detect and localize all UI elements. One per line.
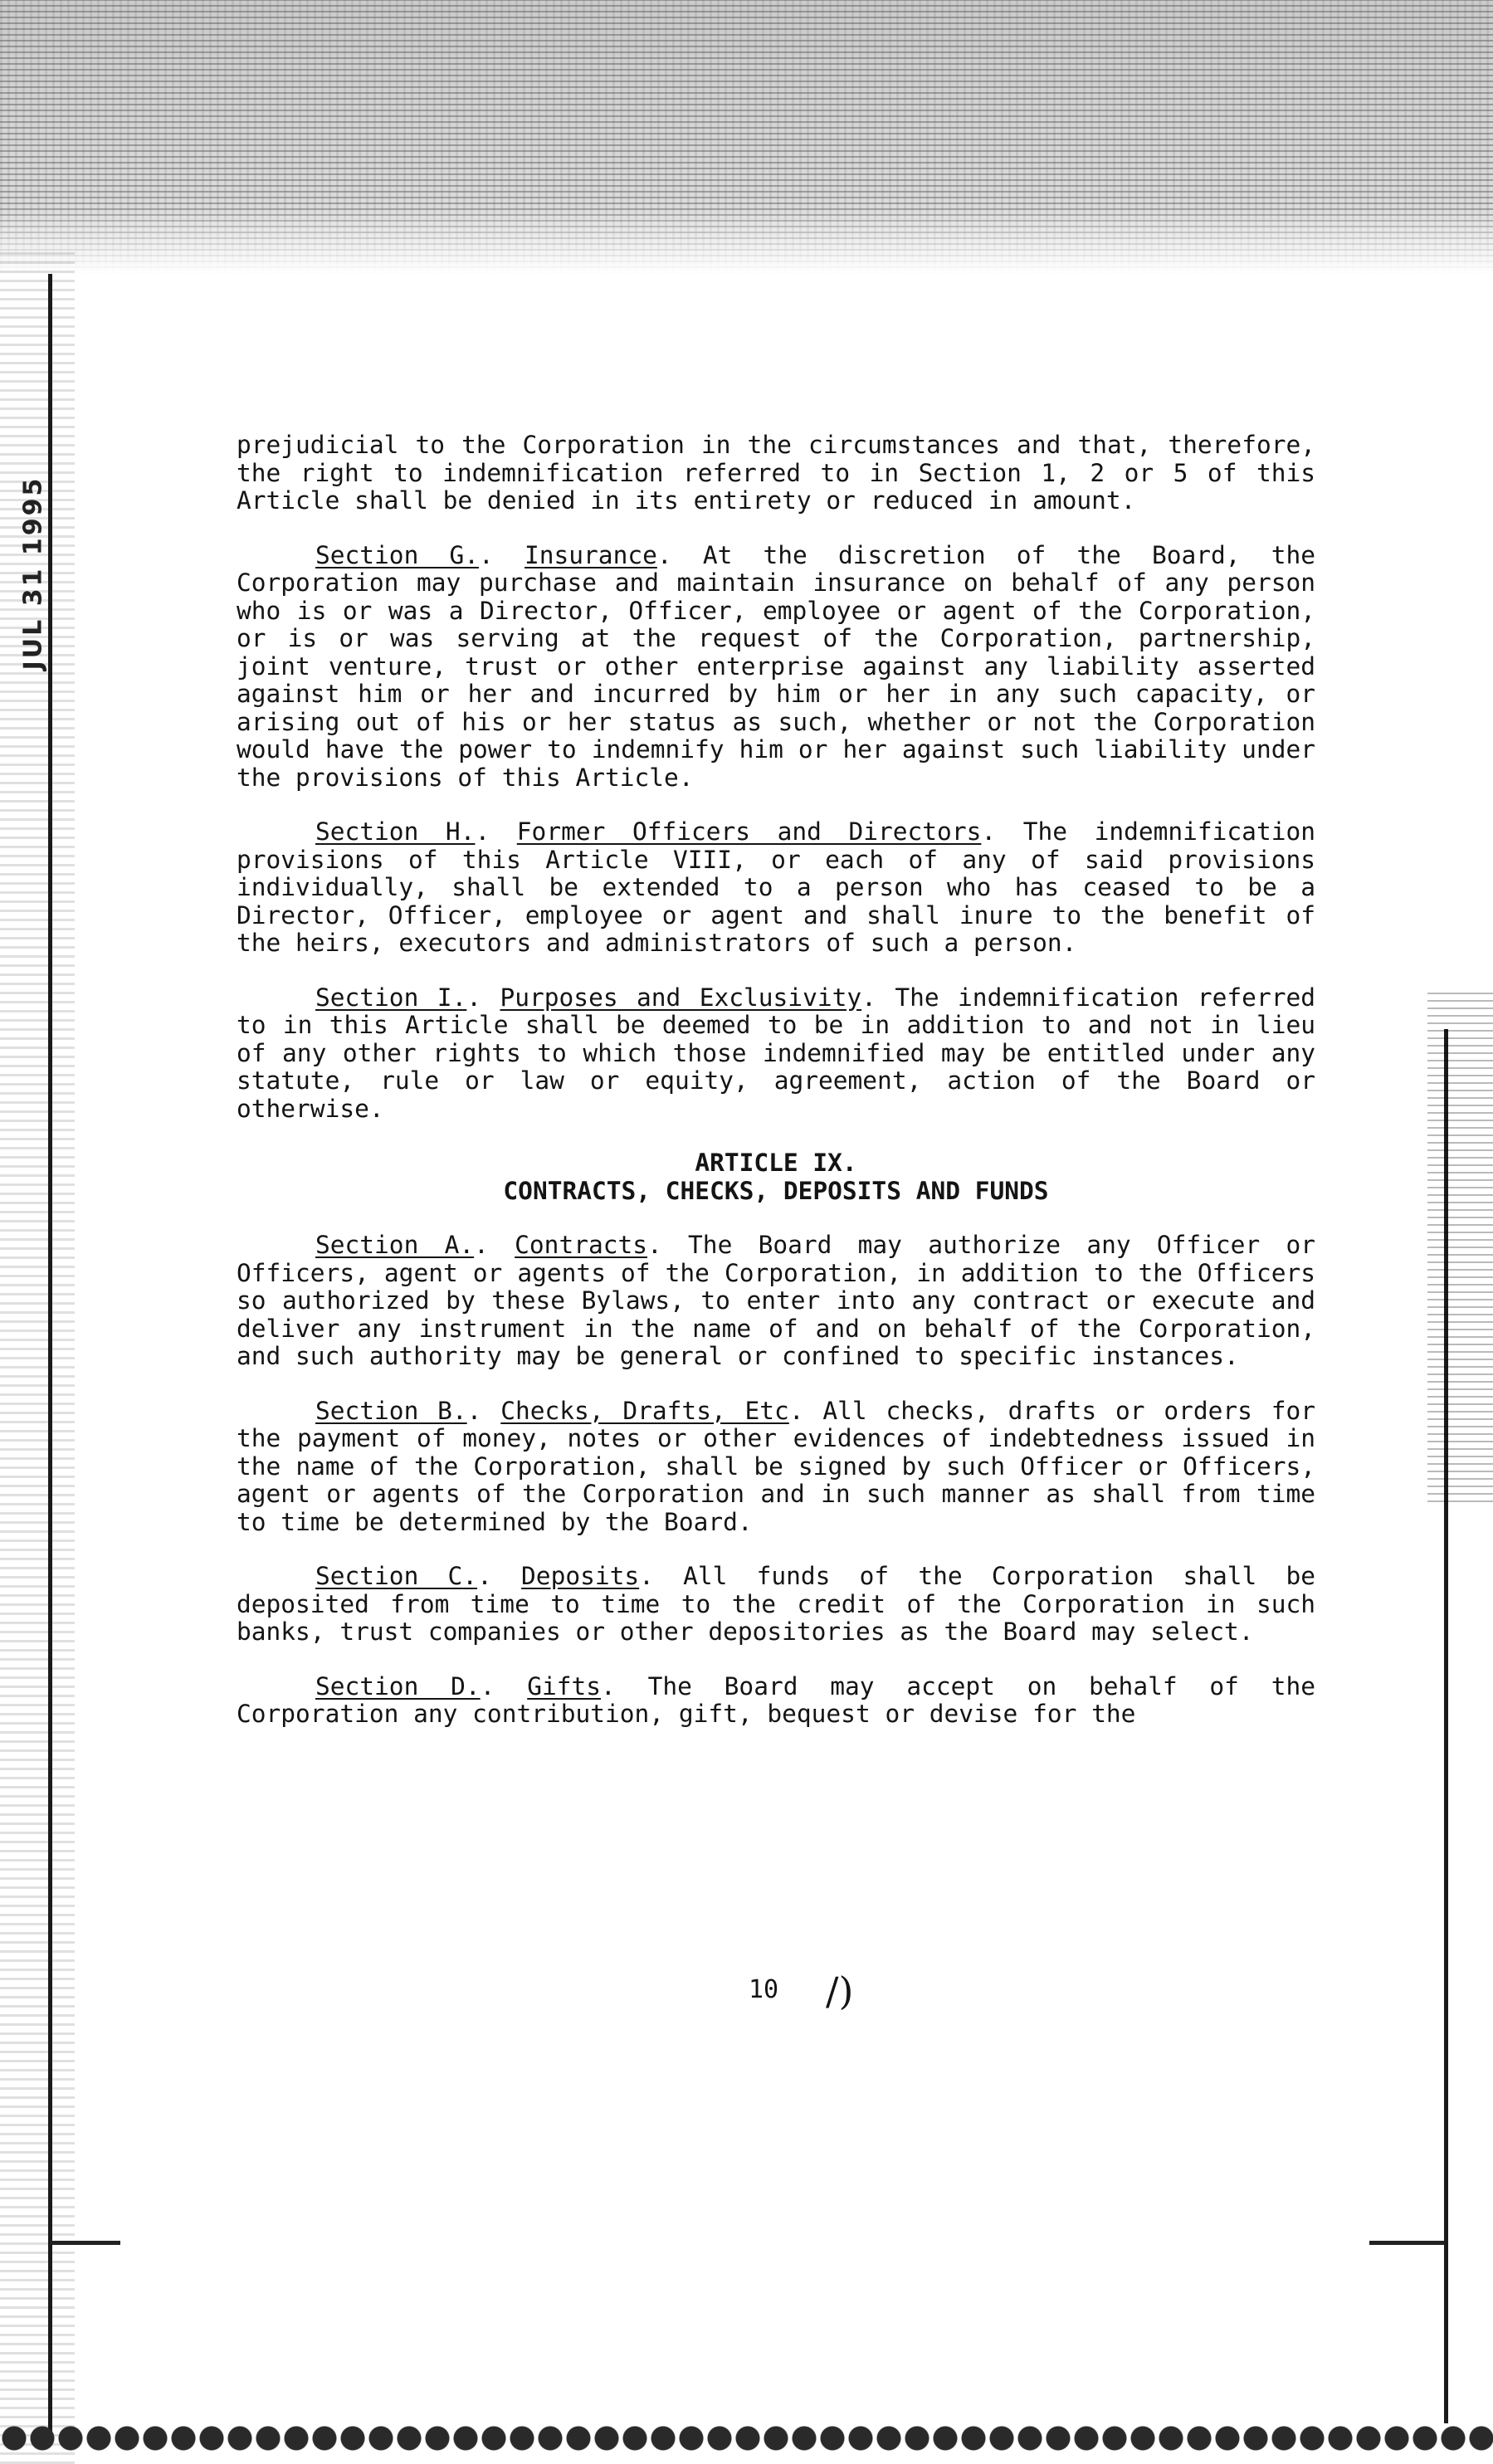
section-title: Contracts <box>515 1231 648 1259</box>
scan-artifact-right <box>1427 988 1493 1502</box>
section-label: Section H. <box>315 817 476 846</box>
section-text: All funds of the Corporation shall be deposited from time to time to the credit of the Corporation in such banks, trust companies or other depositories as the Board may select. <box>237 1562 1315 1646</box>
section-label: Section C. <box>315 1562 478 1590</box>
article-title: CONTRACTS, CHECKS, DEPOSITS AND FUNDS <box>503 1176 1049 1205</box>
paragraph-section-c: Section C.. Deposits. All funds of the Corporation shall be deposited from time to time to the credit of the Corporation in such banks, trust companies or other depositories as the Board may select. <box>237 1562 1315 1646</box>
section-text: The indemnification referred to in this Article shall be deemed to be in addition to and not in lieu of any other rights to which those indemnified may be entitled under any statute, rule or law or equity, agreement, action of the Board or otherwise. <box>237 983 1315 1123</box>
section-title: Checks, Drafts, Etc <box>500 1396 789 1425</box>
section-text: The Board may authorize any Officer or Officers, agent or agents of the Corporation, in addition to the Officers so authorized by these Bylaws, to enter into any contract or execute and deliver any instrument in the name of and on behalf of the Corporation, and such authority may be general or confined to specific instances. <box>237 1231 1315 1370</box>
section-title: Insurance <box>525 540 657 569</box>
section-label: Section D. <box>315 1671 481 1700</box>
article-heading <box>237 1149 1315 1205</box>
paragraph-section-h: Section H.. Former Officers and Directors. The indemnification provisions of this Article VIII, or each of any of said provisions individually, shall be extended to a person who has ceased to be a Director, Officer, employee or agent and shall inure to the benefit of the heirs, executors and administrators of such a person. <box>237 817 1315 957</box>
scan-artifact-bottom <box>0 2413 1493 2464</box>
paragraph-text: prejudicial to the Corporation in the circumstances and that, therefore, the right to indemnification referred to in Section 1, 2 or 5 of this Article shall be denied in its entirety or reduced in amount. <box>237 431 1315 515</box>
right-margin-mark <box>1369 2241 1444 2245</box>
article-number: ARTICLE IX. <box>695 1149 857 1177</box>
section-title: Purposes and Exclusivity <box>500 983 862 1012</box>
received-stamp <box>8 415 58 730</box>
section-text: All checks, drafts or orders for the payment of money, notes or other evidences of indebtedness issued in the name of the Corporation, shall be signed by such Officer or Officers, agent or agents of the Corporation and in such manner as shall from time to time be determined by the Board. <box>237 1396 1315 1536</box>
page-number: 10 <box>748 1975 779 2004</box>
paragraph-section-d: Section D.. Gifts. The Board may accept on behalf of the Corporation any contribution, gift, bequest or devise for the <box>237 1671 1315 1728</box>
section-title: Former Officers and Directors <box>516 817 982 846</box>
section-text: At the discretion of the Board, the Corporation may purchase and maintain insurance on behalf of any person who is or was a Director, Officer, employee or agent of the Corporation, or is or was serving at the request of the Corporation, partnership, joint venture, trust or other enterprise against any liability asserted against him or her and incurred by him or her in any such capacity, or arising out of his or her status as such, whether or not the Corporation would have the power to indemnify him or her against such liability under the provisions of this Article. <box>237 540 1315 792</box>
section-text: The Board may accept on behalf of the Corporation any contribution, gift, bequest or devise for the <box>237 1671 1315 1728</box>
section-label: Section I. <box>315 983 467 1012</box>
left-margin-mark <box>50 2241 120 2245</box>
handwritten-mark: /) <box>826 1969 854 2013</box>
paragraph-section-g: Section G.. Insurance. At the discretion of the Board, the Corporation may purchase and maintain insurance on behalf of any person who is or was a Director, Officer, employee or agent of the Corporation, or is or was serving at the request of the Corporation, partnership, joint venture, trust or other enterprise against any liability asserted against him or her and incurred by him or her in any such capacity, or arising out of his or her status as such, whether or not the Corporation would have the power to indemnify him or her against such liability under the provisions of this Article. <box>237 540 1315 792</box>
section-text: The indemnification provisions of this Article VIII, or each of any of said provisions individually, shall be extended to a person who has ceased to be a Director, Officer, employee or agent and shall inure to the benefit of the heirs, executors and administrators of such a person. <box>237 817 1315 957</box>
section-label: Section B. <box>315 1396 467 1425</box>
section-title: Deposits <box>521 1562 640 1590</box>
scan-artifact-fade <box>0 207 1493 274</box>
paragraph-section-a: Section A.. Contracts. The Board may authorize any Officer or Officers, agent or agents of the Corporation, in addition to the Officers so authorized by these Bylaws, to enter into any contract or execute and deliver any instrument in the name of and on behalf of the Corporation, and such authority may be general or confined to specific instances. <box>237 1231 1315 1370</box>
stamp-text: JUL 31 1995 <box>18 476 48 670</box>
paragraph-intro <box>237 432 1315 515</box>
section-title: Gifts <box>527 1671 602 1700</box>
document-body <box>237 432 1315 1755</box>
paragraph-section-i: Section I.. Purposes and Exclusivity. The indemnification referred to in this Article shall be deemed to be in addition to and not in lieu of any other rights to which those indemnified may be entitled under any statute, rule or law or equity, agreement, action of the Board or otherwise. <box>237 983 1315 1123</box>
paragraph-section-b: Section B.. Checks, Drafts, Etc. All checks, drafts or orders for the payment of money, notes or other evidences of indebtedness issued in the name of the Corporation, shall be signed by such Officer or Officers, agent or agents of the Corporation and in such manner as shall from time to time be determined by the Board. <box>237 1396 1315 1536</box>
section-label: Section A. <box>315 1231 475 1259</box>
section-label: Section G. <box>315 540 480 569</box>
